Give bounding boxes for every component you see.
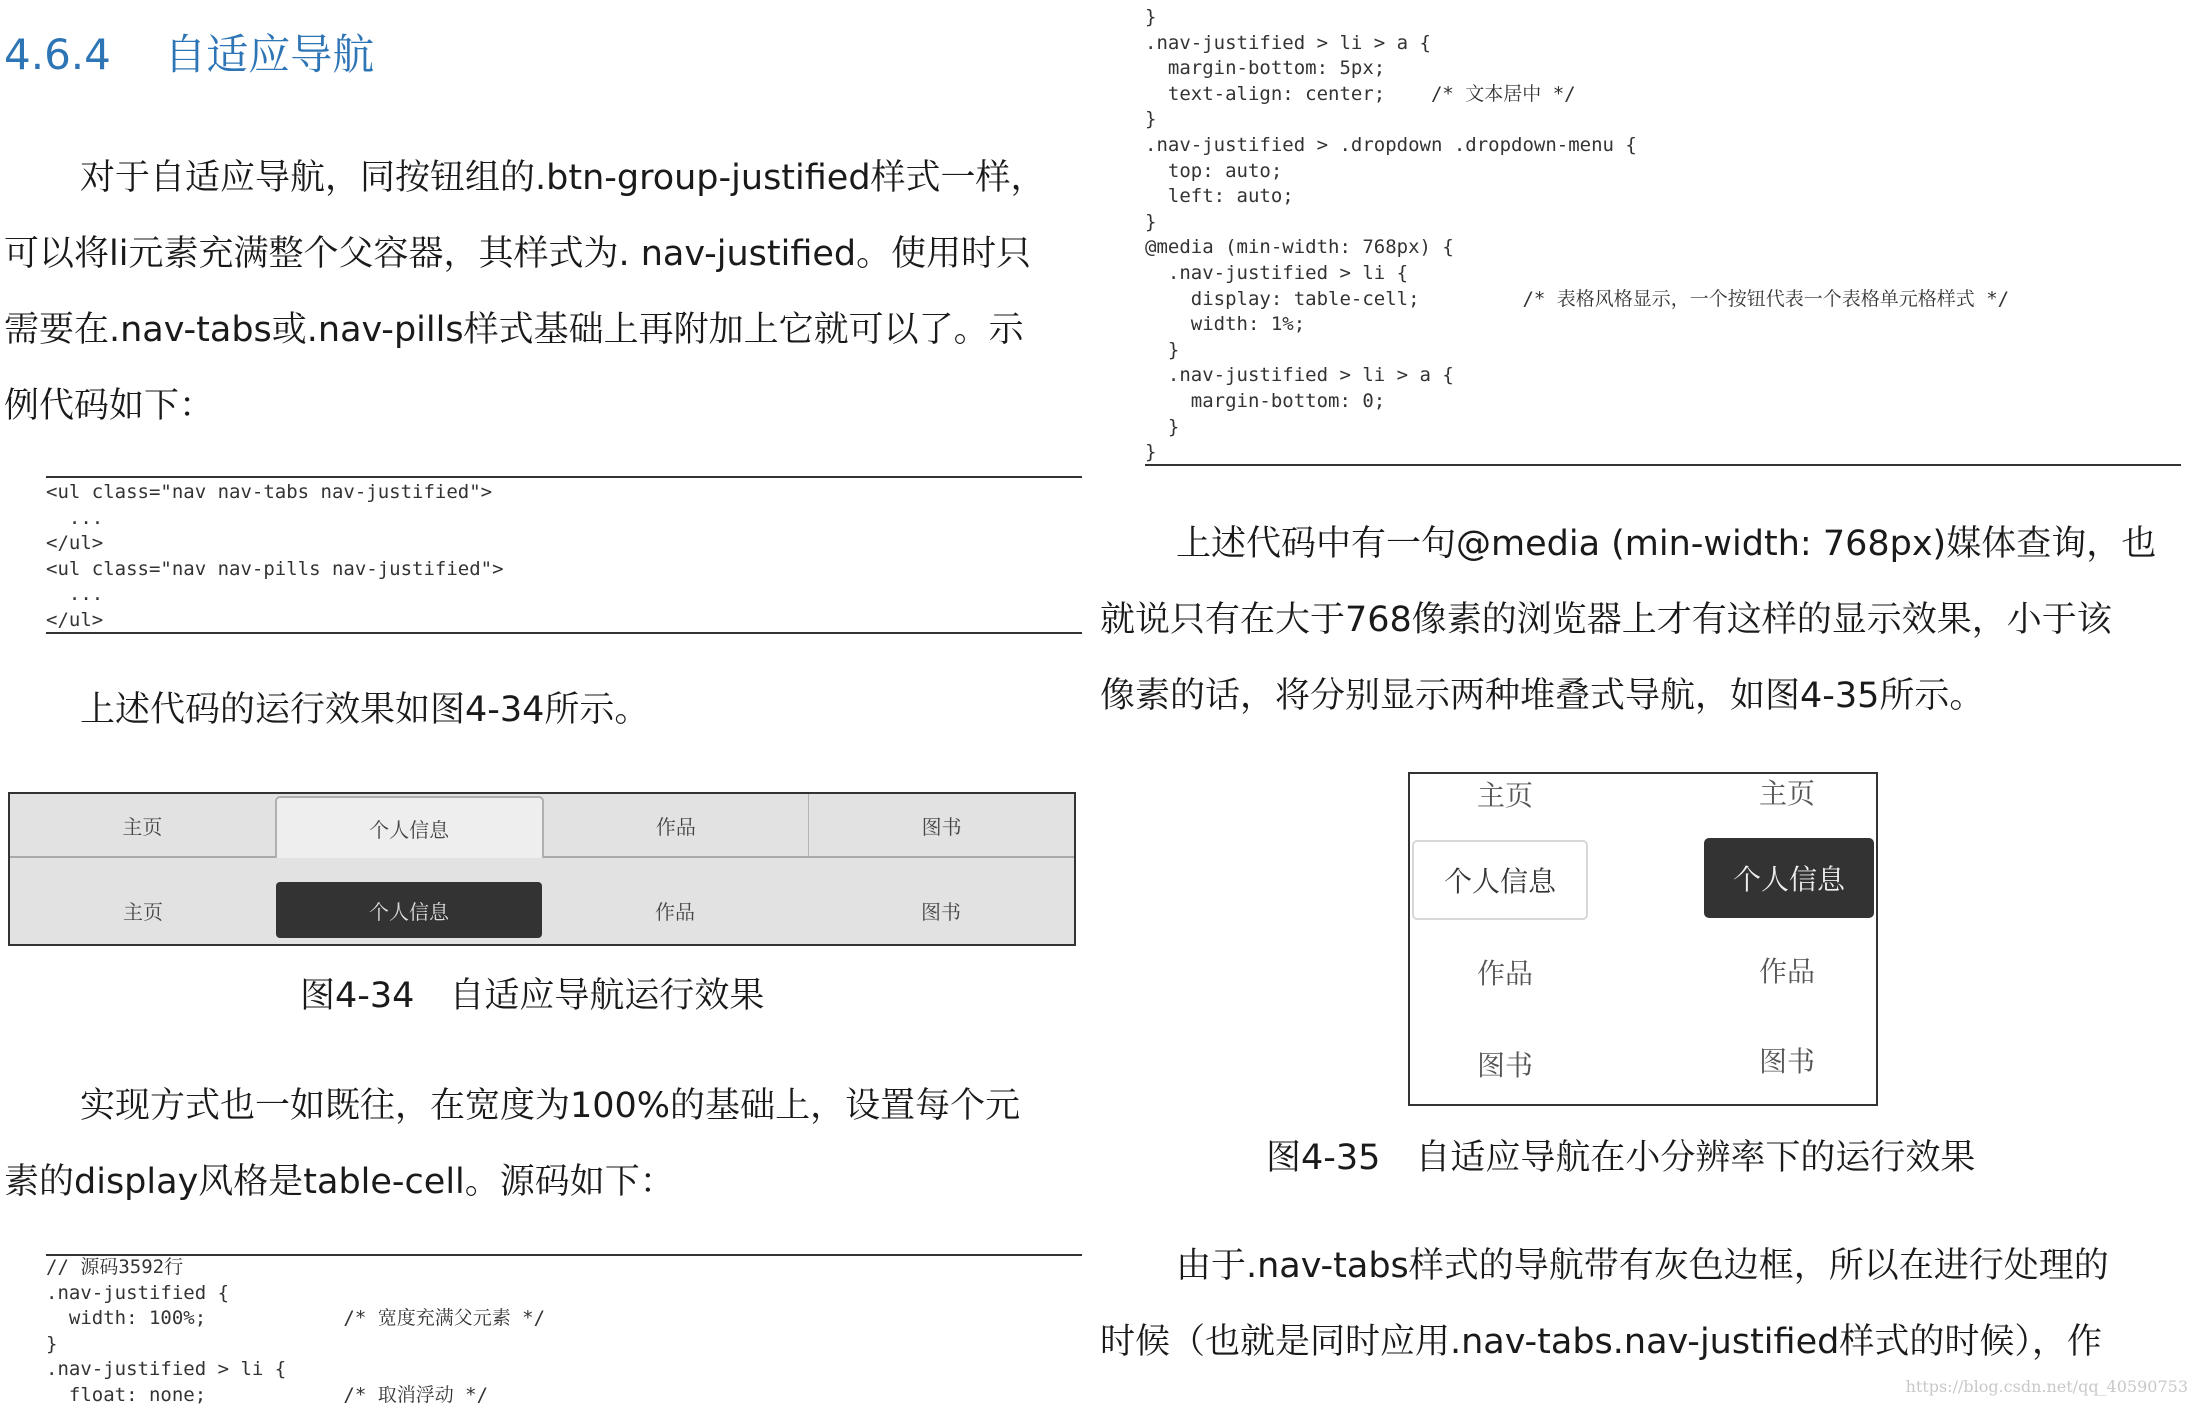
intro-line: 需要在.nav-tabs或.nav-pills样式基础上再附加上它就可以了。示 (4, 310, 1024, 350)
pill-profile[interactable]: 个人信息 (276, 882, 542, 938)
stacked-pill-books[interactable]: 图书 (1758, 1045, 1815, 1078)
media-line: 上述代码中有一句@media (min-width: 768px)媒体查询，也 (1176, 524, 2157, 564)
tabs-line: 时候（也就是同时应用.nav-tabs.nav-justified样式的时候），作 (1100, 1322, 2102, 1362)
tab-books[interactable]: 图书 (808, 794, 1074, 856)
stacked-tab-home[interactable]: 主页 (1476, 779, 1533, 812)
impl-line: 实现方式也一如既往，在宽度为100%的基础上，设置每个元 (80, 1086, 1021, 1126)
figure-4-34-caption: 图4-34 自适应导航运行效果 (300, 976, 765, 1016)
justified-tabs-nav (10, 794, 1074, 858)
tab-home[interactable]: 主页 (122, 814, 163, 839)
result-text: 上述代码的运行效果如图4-34所示。 (80, 690, 650, 730)
implementation-paragraph (4, 1068, 1020, 1220)
tab-profile[interactable]: 个人信息 (275, 796, 544, 858)
intro-line: 可以将li元素充满整个父容器，其样式为. nav-justified。使用时只 (4, 234, 1032, 274)
intro-line: 对于自适应导航，同按钮组的.btn-group-justified样式一样， (80, 158, 1046, 198)
justified-pills-nav (10, 882, 1074, 938)
code-rule-top (46, 476, 1082, 478)
section-number: 4.6.4 (4, 30, 111, 79)
pill-home[interactable]: 主页 (123, 899, 163, 924)
tabs-line: 由于.nav-tabs样式的导航带有灰色边框，所以在进行处理的 (1176, 1246, 2109, 1286)
stacked-pill-profile[interactable]: 个人信息 (1704, 838, 1874, 918)
media-query-paragraph (1100, 506, 2156, 734)
impl-line: 素的display风格是table-cell。源码如下： (4, 1162, 675, 1202)
figure-4-34 (8, 792, 1076, 946)
stacked-tab-works[interactable]: 作品 (1476, 957, 1533, 990)
stacked-tab-profile[interactable]: 个人信息 (1412, 840, 1588, 920)
code-block-nav-justified-css: // 源码3592行 .nav-justified { width: 100%; /* 宽度充满父元素 */ } .nav-justified > li { float: none; /* 取消浮动 */ (46, 1256, 546, 1406)
code-block-media-query: } .nav-justified > li > a { margin-bottom: 5px; text-align: center; /* 文本居中 */ } .nav-justified > .dropdown .dropdown-menu { top: auto; left: auto; } @media (min-width: 768px) { .nav-justified > li { display: table-cell; /* 表格风格显示，一个按钮代表一个表格单元格样式 */ width: 1%; } .nav-justified > li > a { margin-bottom: 0; } } (1145, 6, 2010, 464)
figure-4-35 (1408, 772, 1878, 1106)
stacked-tab-books[interactable]: 图书 (1476, 1049, 1533, 1082)
stacked-pill-works[interactable]: 作品 (1758, 955, 1815, 988)
pill-books[interactable]: 图书 (921, 899, 961, 924)
section-heading (4, 22, 374, 82)
code-rule-bottom (1145, 464, 2181, 466)
section-title: 自适应导航 (164, 30, 375, 79)
pill-works[interactable]: 作品 (655, 899, 695, 924)
intro-paragraph (4, 140, 1046, 444)
code-rule-bottom (46, 632, 1082, 634)
media-line: 就说只有在大于768像素的浏览器上才有这样的显示效果，小于该 (1100, 600, 2112, 640)
intro-line: 例代码如下： (4, 386, 215, 426)
nav-tabs-paragraph (1100, 1228, 2109, 1380)
figure-4-35-caption: 图4-35 自适应导航在小分辨率下的运行效果 (1266, 1138, 1976, 1178)
code-block-nav-justified-html: <ul class="nav nav-tabs nav-justified"> ... </ul> <ul class="nav nav-pills nav-justified"> ... </ul> (46, 481, 504, 631)
stacked-pill-home[interactable]: 主页 (1758, 777, 1815, 810)
tab-works[interactable]: 作品 (655, 814, 696, 839)
media-line: 像素的话，将分别显示两种堆叠式导航，如图4-35所示。 (1100, 676, 1985, 716)
watermark-url: https://blog.csdn.net/qq_40590753 (1905, 1377, 2188, 1396)
